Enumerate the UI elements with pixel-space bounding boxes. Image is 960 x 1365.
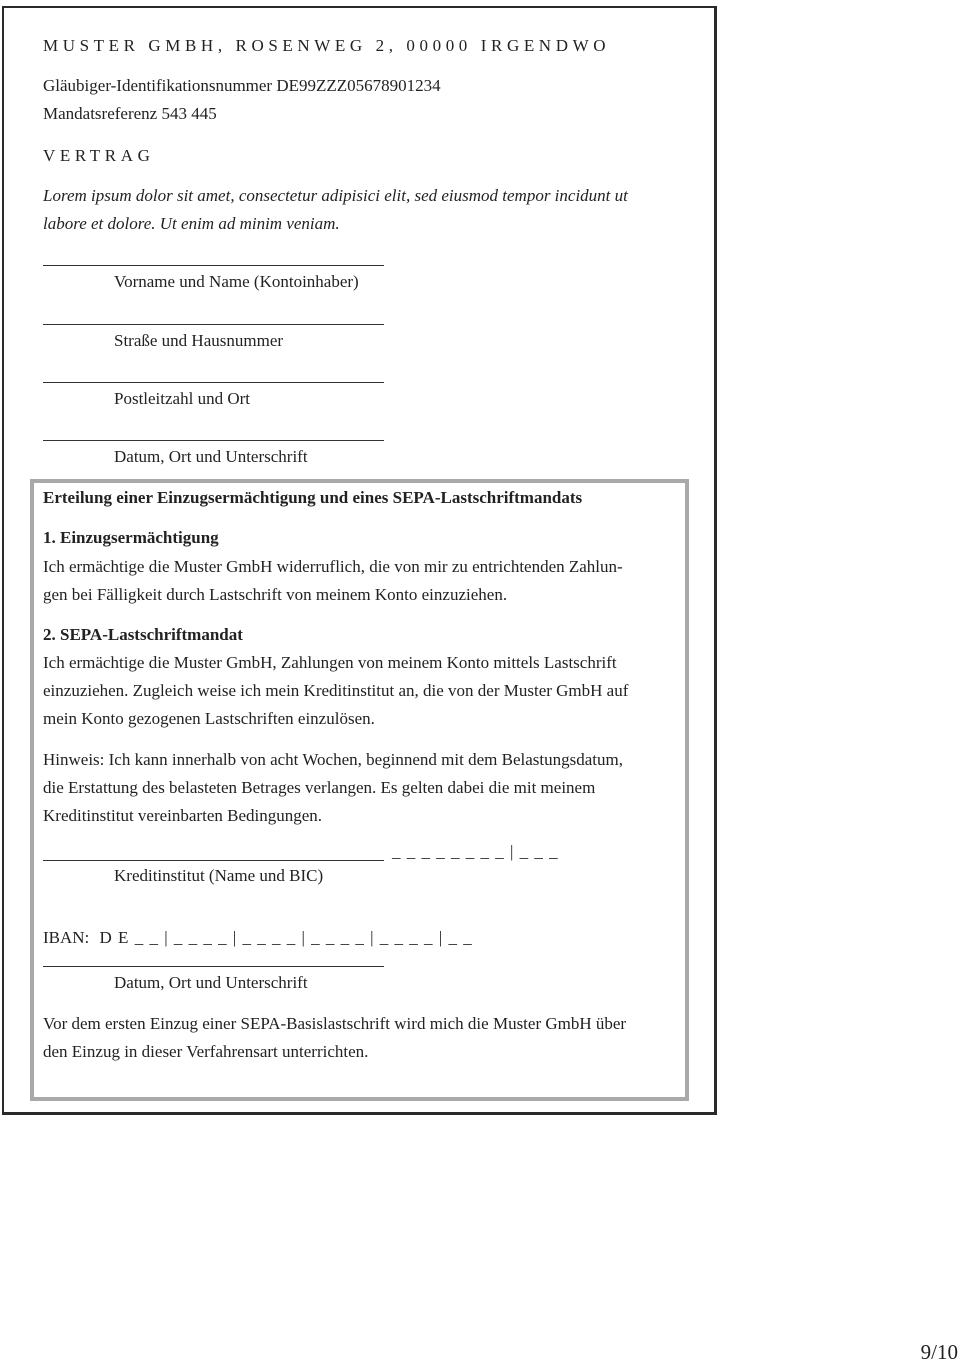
name-signature-line[interactable] xyxy=(43,265,384,266)
company-address-line: MUSTER GMBH, ROSENWEG 2, 00000 IRGENDWO xyxy=(43,36,611,55)
date-signature-label-1: Datum, Ort und Unterschrift xyxy=(114,447,308,466)
city-field-label: Postleitzahl und Ort xyxy=(114,389,250,408)
section-1-text-line-2: gen bei Fälligkeit durch Lastschrift von meinem Konto einzuziehen. xyxy=(43,585,508,604)
date-signature-label-2: Datum, Ort und Unterschrift xyxy=(114,973,308,992)
note-line-1: Hinweis: Ich kann innerhalb von acht Wochen, beginnend mit dem Belastungsdatum, xyxy=(43,750,623,769)
closing-line-2: den Einzug in dieser Verfahrensart unterrichten. xyxy=(43,1042,369,1061)
bank-field-label: Kreditinstitut (Name und BIC) xyxy=(114,866,324,885)
date-signature-line-2[interactable] xyxy=(43,966,384,967)
bank-signature-line[interactable] xyxy=(43,860,384,861)
page-number: 9/10 xyxy=(920,1340,958,1364)
section-1-text-line-1: Ich ermächtige die Muster GmbH widerruflich, die von mir zu entrichtenden Zahlun- xyxy=(43,557,623,576)
intro-text-line-1: Lorem ipsum dolor sit amet, consectetur adipisici elit, sed eiusmod tempor incidunt ut xyxy=(43,186,628,205)
intro-text-line-2: labore et dolore. Ut enim ad minim veniam. xyxy=(43,214,340,233)
section-2-text-line-3: mein Konto gezogenen Lastschriften einzulösen. xyxy=(43,709,375,728)
mandate-reference: Mandatsreferenz 543 445 xyxy=(43,104,217,123)
city-signature-line[interactable] xyxy=(43,382,384,383)
street-signature-line[interactable] xyxy=(43,324,384,325)
street-field-label: Straße und Hausnummer xyxy=(114,331,284,350)
creditor-id: Gläubiger-Identifikationsnummer DE99ZZZ05678901234 xyxy=(43,76,441,95)
section-1-heading: 1. Einzugsermächtigung xyxy=(43,528,219,547)
iban-field[interactable]: D E _ _ | _ _ _ _ | _ _ _ _ | _ _ _ _ | _ _ _ _ | _ _ xyxy=(99,928,473,947)
section-2-text-line-2: einzuziehen. Zugleich weise ich mein Kreditinstitut an, die von der Muster GmbH auf xyxy=(43,681,629,700)
date-signature-line-1[interactable] xyxy=(43,440,384,441)
iban-label: IBAN: xyxy=(43,928,90,947)
bic-blanks[interactable]: _ _ _ _ _ _ _ _ | _ _ _ xyxy=(392,842,559,861)
mandate-title: Erteilung einer Einzugsermächtigung und eines SEPA-Lastschriftmandats xyxy=(43,488,583,507)
name-field-label: Vorname und Name (Kontoinhaber) xyxy=(114,272,359,291)
contract-label: VERTRAG xyxy=(43,146,155,165)
iban-row xyxy=(43,924,473,952)
note-line-2: die Erstattung des belasteten Betrages verlangen. Es gelten dabei die mit meinem xyxy=(43,778,596,797)
section-2-heading: 2. SEPA-Lastschriftmandat xyxy=(43,625,243,644)
section-2-text-line-1: Ich ermächtige die Muster GmbH, Zahlungen von meinem Konto mittels Lastschrift xyxy=(43,653,617,672)
closing-line-1: Vor dem ersten Einzug einer SEPA-Basislastschrift wird mich die Muster GmbH über xyxy=(43,1014,627,1033)
note-line-3: Kreditinstitut vereinbarten Bedingungen. xyxy=(43,806,323,825)
